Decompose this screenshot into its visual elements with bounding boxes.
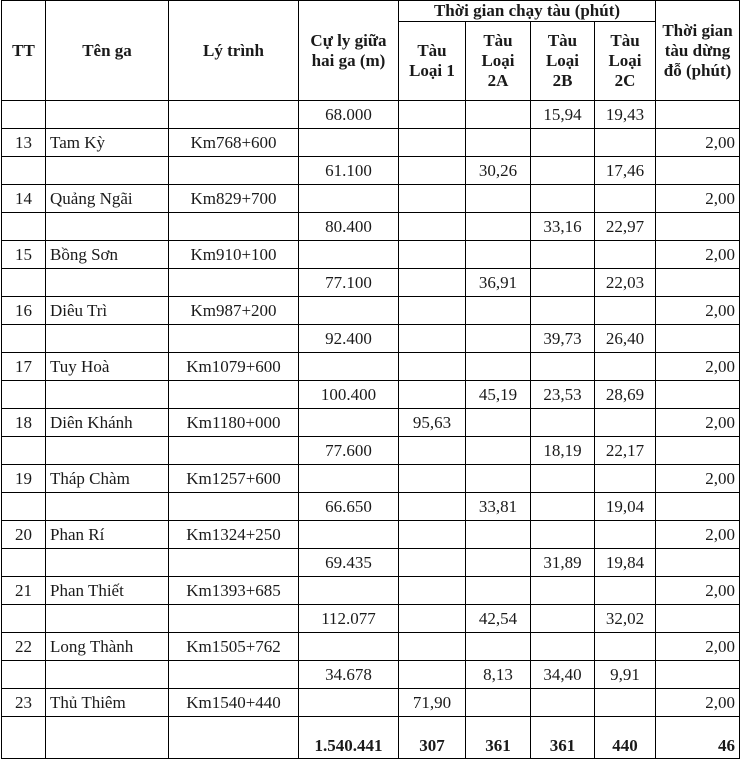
distance-cell [299, 689, 399, 717]
run-time-type-2b: 18,19 [531, 437, 595, 465]
dwell-time [656, 605, 740, 633]
header-train-type-2b: Tàu Loại 2B [531, 22, 595, 101]
segment-distance: 80.400 [299, 213, 399, 241]
station-number: 17 [2, 353, 46, 381]
station-km: Km768+600 [169, 129, 299, 157]
run-time-type-2c: 9,91 [595, 661, 656, 689]
station-cell [46, 605, 169, 633]
station-number: 16 [2, 297, 46, 325]
run-time-type-1 [399, 297, 466, 325]
run-time-type-2b [531, 493, 595, 521]
run-time-type-2a: 8,13 [466, 661, 531, 689]
segment-row [2, 269, 740, 297]
run-time-type-2b [531, 465, 595, 493]
station-km: Km1079+600 [169, 353, 299, 381]
dwell-time: 2,00 [656, 409, 740, 437]
tt-cell [2, 325, 46, 353]
km-cell [169, 605, 299, 633]
totals-km-cell [169, 717, 299, 759]
segment-distance: 77.600 [299, 437, 399, 465]
station-row [2, 129, 740, 157]
total-dwell: 46 [656, 717, 740, 759]
station-row [2, 409, 740, 437]
station-cell [46, 101, 169, 129]
dwell-time [656, 549, 740, 577]
run-time-type-2c: 22,97 [595, 213, 656, 241]
dwell-time: 2,00 [656, 689, 740, 717]
run-time-type-2b: 33,16 [531, 213, 595, 241]
station-row [2, 465, 740, 493]
run-time-type-2c: 19,84 [595, 549, 656, 577]
run-time-type-2b [531, 269, 595, 297]
segment-row [2, 325, 740, 353]
station-km: Km1324+250 [169, 521, 299, 549]
km-cell [169, 661, 299, 689]
run-time-type-1 [399, 465, 466, 493]
station-name: Long Thành [46, 633, 169, 661]
distance-cell [299, 129, 399, 157]
total-type-2a: 361 [466, 717, 531, 759]
totals-tt-cell [2, 717, 46, 759]
run-time-type-1 [399, 661, 466, 689]
run-time-type-2a: 42,54 [466, 605, 531, 633]
run-time-type-2c [595, 241, 656, 269]
km-cell [169, 157, 299, 185]
run-time-type-2a [466, 521, 531, 549]
station-cell [46, 381, 169, 409]
run-time-type-2c [595, 129, 656, 157]
station-name: Diêu Trì [46, 297, 169, 325]
distance-cell [299, 353, 399, 381]
segment-row [2, 549, 740, 577]
station-number: 15 [2, 241, 46, 269]
distance-cell [299, 409, 399, 437]
station-number: 23 [2, 689, 46, 717]
run-time-type-1 [399, 493, 466, 521]
km-cell [169, 213, 299, 241]
run-time-type-2c [595, 465, 656, 493]
station-cell [46, 325, 169, 353]
station-cell [46, 661, 169, 689]
station-cell [46, 269, 169, 297]
run-time-type-2c: 19,43 [595, 101, 656, 129]
station-km: Km1257+600 [169, 465, 299, 493]
header-train-type-2c: Tàu Loại 2C [595, 22, 656, 101]
run-time-type-2a [466, 241, 531, 269]
run-time-type-1 [399, 325, 466, 353]
station-km: Km1393+685 [169, 577, 299, 605]
segment-distance: 66.650 [299, 493, 399, 521]
station-name: Phan Thiết [46, 577, 169, 605]
distance-cell [299, 465, 399, 493]
tt-cell [2, 493, 46, 521]
dwell-time: 2,00 [656, 577, 740, 605]
station-km: Km1540+440 [169, 689, 299, 717]
distance-cell [299, 185, 399, 213]
run-time-type-1 [399, 381, 466, 409]
segment-row [2, 157, 740, 185]
segment-distance: 61.100 [299, 157, 399, 185]
run-time-type-2a [466, 689, 531, 717]
totals-section [2, 717, 740, 759]
dwell-time: 2,00 [656, 297, 740, 325]
dwell-time [656, 661, 740, 689]
run-time-type-2b [531, 157, 595, 185]
run-time-type-2a [466, 101, 531, 129]
station-row [2, 633, 740, 661]
dwell-time [656, 213, 740, 241]
tt-cell [2, 157, 46, 185]
run-time-type-2a [466, 465, 531, 493]
tt-cell [2, 661, 46, 689]
segment-row [2, 661, 740, 689]
km-cell [169, 381, 299, 409]
tt-cell [2, 381, 46, 409]
dwell-time [656, 325, 740, 353]
station-km: Km1505+762 [169, 633, 299, 661]
run-time-type-1 [399, 521, 466, 549]
station-name: Tháp Chàm [46, 465, 169, 493]
header-dwell-time: Thời gian tàu dừng đỗ (phút) [656, 1, 740, 101]
run-time-type-1: 95,63 [399, 409, 466, 437]
run-time-type-2b [531, 605, 595, 633]
run-time-type-2a [466, 353, 531, 381]
distance-cell [299, 241, 399, 269]
dwell-time: 2,00 [656, 241, 740, 269]
station-name: Thủ Thiêm [46, 689, 169, 717]
segment-row [2, 437, 740, 465]
segment-row [2, 493, 740, 521]
header-train-type-2a: Tàu Loại 2A [466, 22, 531, 101]
header-km: Lý trình [169, 1, 299, 101]
segment-row [2, 381, 740, 409]
run-time-type-2c: 19,04 [595, 493, 656, 521]
run-time-type-1 [399, 605, 466, 633]
run-time-type-2c: 32,02 [595, 605, 656, 633]
run-time-type-2b [531, 297, 595, 325]
run-time-type-2c: 26,40 [595, 325, 656, 353]
station-km: Km910+100 [169, 241, 299, 269]
run-time-type-2a [466, 185, 531, 213]
run-time-type-2c [595, 689, 656, 717]
station-row [2, 577, 740, 605]
run-time-type-2b: 23,53 [531, 381, 595, 409]
run-time-type-2a [466, 325, 531, 353]
run-time-type-2a [466, 577, 531, 605]
header-tt: TT [2, 1, 46, 101]
table-header [2, 1, 740, 101]
run-time-type-2b: 39,73 [531, 325, 595, 353]
km-cell [169, 269, 299, 297]
run-time-type-2a: 33,81 [466, 493, 531, 521]
header-station: Tên ga [46, 1, 169, 101]
tt-cell [2, 101, 46, 129]
run-time-type-2c [595, 577, 656, 605]
run-time-type-1 [399, 129, 466, 157]
dwell-time: 2,00 [656, 185, 740, 213]
station-km: Km987+200 [169, 297, 299, 325]
total-distance: 1.540.441 [299, 717, 399, 759]
dwell-time: 2,00 [656, 129, 740, 157]
km-cell [169, 493, 299, 521]
run-time-type-2a [466, 213, 531, 241]
run-time-type-1 [399, 241, 466, 269]
run-time-type-1 [399, 549, 466, 577]
run-time-type-2c: 22,03 [595, 269, 656, 297]
header-run-time-group: Thời gian chạy tàu (phút) [399, 1, 656, 22]
station-km: Km829+700 [169, 185, 299, 213]
tt-cell [2, 549, 46, 577]
dwell-time [656, 157, 740, 185]
station-cell [46, 549, 169, 577]
station-number: 14 [2, 185, 46, 213]
dwell-time [656, 381, 740, 409]
run-time-type-1 [399, 185, 466, 213]
distance-cell [299, 297, 399, 325]
dwell-time [656, 101, 740, 129]
run-time-type-1: 71,90 [399, 689, 466, 717]
station-number: 22 [2, 633, 46, 661]
run-time-type-2b: 31,89 [531, 549, 595, 577]
run-time-type-2b [531, 409, 595, 437]
station-name: Tam Kỳ [46, 129, 169, 157]
train-schedule-table [1, 0, 740, 759]
run-time-type-2c: 22,17 [595, 437, 656, 465]
km-cell [169, 101, 299, 129]
run-time-type-2c [595, 521, 656, 549]
tt-cell [2, 213, 46, 241]
dwell-time [656, 269, 740, 297]
totals-row [2, 717, 740, 759]
segment-distance: 92.400 [299, 325, 399, 353]
station-number: 21 [2, 577, 46, 605]
station-row [2, 353, 740, 381]
total-type-1: 307 [399, 717, 466, 759]
station-name: Diên Khánh [46, 409, 169, 437]
station-name: Bồng Sơn [46, 241, 169, 269]
run-time-type-2c: 17,46 [595, 157, 656, 185]
run-time-type-1 [399, 633, 466, 661]
run-time-type-1 [399, 101, 466, 129]
station-cell [46, 157, 169, 185]
table-body [2, 101, 740, 717]
total-type-2c: 440 [595, 717, 656, 759]
run-time-type-2c [595, 353, 656, 381]
distance-cell [299, 633, 399, 661]
run-time-type-2a [466, 549, 531, 577]
station-number: 20 [2, 521, 46, 549]
segment-distance: 77.100 [299, 269, 399, 297]
run-time-type-2b [531, 185, 595, 213]
station-name: Phan Rí [46, 521, 169, 549]
run-time-type-2c [595, 633, 656, 661]
run-time-type-2c: 28,69 [595, 381, 656, 409]
segment-distance: 69.435 [299, 549, 399, 577]
run-time-type-2a: 36,91 [466, 269, 531, 297]
run-time-type-2a [466, 129, 531, 157]
station-row [2, 185, 740, 213]
station-cell [46, 493, 169, 521]
segment-distance: 34.678 [299, 661, 399, 689]
station-row [2, 689, 740, 717]
run-time-type-2a: 30,26 [466, 157, 531, 185]
run-time-type-2b [531, 577, 595, 605]
tt-cell [2, 437, 46, 465]
run-time-type-1 [399, 437, 466, 465]
run-time-type-2b [531, 353, 595, 381]
run-time-type-2c [595, 297, 656, 325]
dwell-time: 2,00 [656, 353, 740, 381]
run-time-type-2b [531, 689, 595, 717]
segment-row [2, 213, 740, 241]
km-cell [169, 325, 299, 353]
station-name: Tuy Hoà [46, 353, 169, 381]
totals-station-cell [46, 717, 169, 759]
km-cell [169, 549, 299, 577]
run-time-type-1 [399, 269, 466, 297]
run-time-type-2a [466, 409, 531, 437]
station-row [2, 521, 740, 549]
run-time-type-2b [531, 129, 595, 157]
segment-distance: 68.000 [299, 101, 399, 129]
distance-cell [299, 577, 399, 605]
run-time-type-2b [531, 521, 595, 549]
run-time-type-2a: 45,19 [466, 381, 531, 409]
station-cell [46, 213, 169, 241]
station-row [2, 297, 740, 325]
run-time-type-2b [531, 241, 595, 269]
station-number: 18 [2, 409, 46, 437]
run-time-type-2a [466, 297, 531, 325]
segment-distance: 112.077 [299, 605, 399, 633]
tt-cell [2, 605, 46, 633]
header-train-type-1: Tàu Loại 1 [399, 22, 466, 101]
run-time-type-2a [466, 437, 531, 465]
run-time-type-2b [531, 633, 595, 661]
run-time-type-1 [399, 353, 466, 381]
total-type-2b: 361 [531, 717, 595, 759]
dwell-time: 2,00 [656, 633, 740, 661]
run-time-type-2c [595, 409, 656, 437]
run-time-type-2b: 15,94 [531, 101, 595, 129]
station-name: Quảng Ngãi [46, 185, 169, 213]
segment-row [2, 101, 740, 129]
run-time-type-1 [399, 577, 466, 605]
distance-cell [299, 521, 399, 549]
tt-cell [2, 269, 46, 297]
dwell-time: 2,00 [656, 465, 740, 493]
station-row [2, 241, 740, 269]
station-km: Km1180+000 [169, 409, 299, 437]
km-cell [169, 437, 299, 465]
run-time-type-2a [466, 633, 531, 661]
station-number: 19 [2, 465, 46, 493]
run-time-type-2c [595, 185, 656, 213]
run-time-type-2b: 34,40 [531, 661, 595, 689]
segment-row [2, 605, 740, 633]
station-cell [46, 437, 169, 465]
dwell-time [656, 437, 740, 465]
run-time-type-1 [399, 157, 466, 185]
station-number: 13 [2, 129, 46, 157]
dwell-time: 2,00 [656, 521, 740, 549]
dwell-time [656, 493, 740, 521]
segment-distance: 100.400 [299, 381, 399, 409]
run-time-type-1 [399, 213, 466, 241]
header-distance: Cự ly giữa hai ga (m) [299, 1, 399, 101]
